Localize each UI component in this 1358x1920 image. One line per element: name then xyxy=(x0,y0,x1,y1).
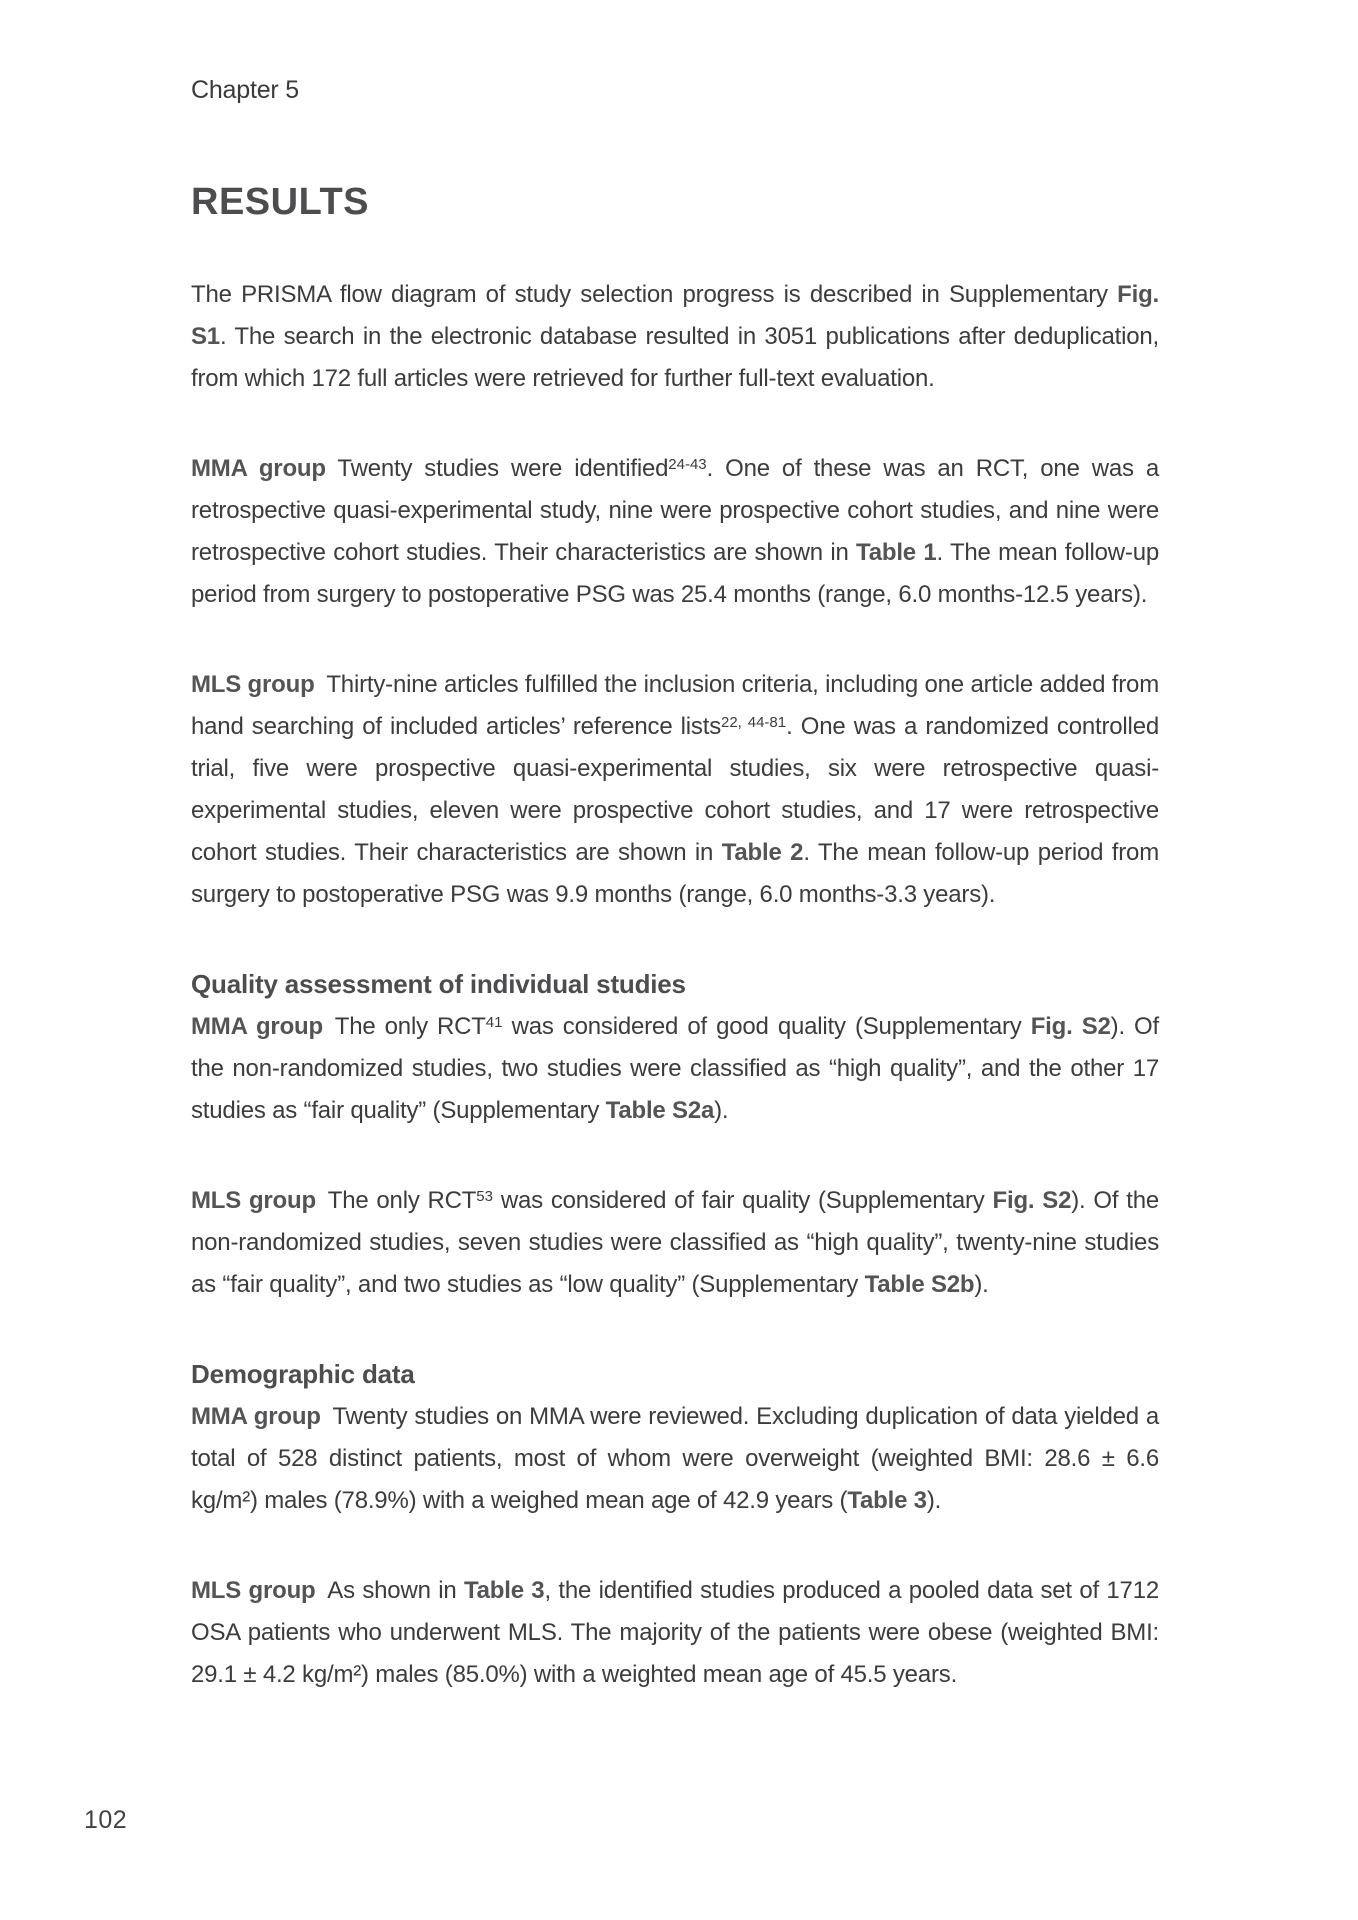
bold-text-run: Table S2a xyxy=(605,1097,715,1124)
text-run: The only RCT xyxy=(322,1013,486,1040)
bold-text-run: Fig. S2 xyxy=(992,1187,1072,1214)
text-run: The PRISMA flow diagram of study selection progress is described in Supplementary xyxy=(191,281,1118,308)
superscript-citation: 22, 44-81 xyxy=(721,714,787,731)
text-run: . One was a randomized controlled trial, five were prospective quasi-experimental studies, six were retrospective quasi-experimental studies, eleven were prospective cohort studies, and 17 were retrospective cohort studies. Their characteristics are shown in xyxy=(191,713,1159,866)
bold-text-run: Table 1 xyxy=(856,539,937,566)
bold-text-run: Table 3 xyxy=(847,1487,927,1514)
text-run: Thirty-nine articles fulfilled the inclusion criteria, including one article added from hand searching of included articles’ reference lists xyxy=(191,671,1159,740)
text-run: Twenty studies on MMA were reviewed. Excluding duplication of data yielded a total of 528 distinct patients, most of whom were overweight (weighted BMI: 28.6 ± 6.6 kg/m²) males (78.9%) with a weighed mean age of 42.9 years ( xyxy=(191,1403,1159,1514)
paragraph-intro xyxy=(191,274,1159,400)
text-run: ). Of the non-randomized studies, two studies were classified as “high quality”, and the other 17 studies as “fair quality” (Supplementary xyxy=(191,1013,1159,1124)
superscript-citation: 24-43 xyxy=(668,456,707,473)
paragraph-quality-mls xyxy=(191,1180,1159,1306)
text-run: As shown in xyxy=(315,1577,464,1604)
text-run: was considered of fair quality (Supplementary xyxy=(492,1187,993,1214)
text-run: . One of these was an RCT, one was a retrospective quasi-experimental study, nine were prospective cohort studies, and nine were retrospective cohort studies. Their characteristics are shown in xyxy=(191,455,1160,566)
bold-text-run: Table S2b xyxy=(864,1271,975,1298)
text-run: , the identified studies produced a pooled data set of 1712 OSA patients who underwent MLS. The majority of the patients were obese (weighted BMI: 29.1 ± 4.2 kg/m²) males (85.0%) with a weighted mean age of 45.5 years. xyxy=(191,1577,1159,1688)
bold-text-run: MLS group xyxy=(191,671,315,698)
superscript-citation: 53 xyxy=(476,1188,493,1205)
running-header-chapter: Chapter 5 xyxy=(191,76,299,104)
text-column xyxy=(191,0,1159,1696)
page-title: RESULTS xyxy=(191,181,370,223)
paragraph-mma-identification xyxy=(191,448,1159,616)
bold-text-run: Table 3 xyxy=(463,1577,545,1604)
text-run: Twenty studies were identified xyxy=(325,455,669,482)
bold-text-run: MLS group xyxy=(191,1577,316,1604)
text-run: . The mean follow-up period from surgery to postoperative PSG was 9.9 months (range, 6.0 months-3.3 years). xyxy=(191,839,1159,908)
paragraph-demographic-mma xyxy=(191,1396,1159,1522)
bold-text-run: Fig. S1 xyxy=(191,281,1159,350)
text-run: . The search in the electronic database resulted in 3051 publications after deduplication, from which 172 full articles were retrieved for further full-text evaluation. xyxy=(191,323,1159,392)
bold-text-run: MLS group xyxy=(191,1187,316,1214)
bold-text-run: Fig. S2 xyxy=(1030,1013,1111,1040)
text-run: The only RCT xyxy=(315,1187,477,1214)
text-run: ). xyxy=(974,1271,989,1298)
bold-text-run: MMA group xyxy=(191,1403,321,1430)
text-run: ). xyxy=(714,1097,729,1124)
section-heading-quality-assessment: Quality assessment of individual studies xyxy=(191,969,686,999)
text-run: ). xyxy=(926,1487,942,1514)
bold-text-run: MMA group xyxy=(191,455,326,482)
paragraph-quality-mma xyxy=(191,1006,1159,1132)
page-number: 102 xyxy=(84,1806,128,1834)
text-run: . The mean follow-up period from surgery to postoperative PSG was 25.4 months (range, 6.0 months-12.5 years). xyxy=(191,539,1159,608)
paragraph-mls-identification xyxy=(191,664,1159,916)
section-heading-demographic-data: Demographic data xyxy=(191,1359,415,1389)
text-run: ). Of the non-randomized studies, seven studies were classified as “high quality”, twenty-nine studies as “fair quality”, and two studies as “low quality” (Supplementary xyxy=(191,1187,1159,1298)
bold-text-run: MMA group xyxy=(191,1013,323,1040)
paragraph-demographic-mls xyxy=(191,1570,1159,1696)
text-run: was considered of good quality (Supplementary xyxy=(502,1013,1031,1040)
bold-text-run: Table 2 xyxy=(721,839,804,866)
superscript-citation: 41 xyxy=(485,1014,503,1031)
